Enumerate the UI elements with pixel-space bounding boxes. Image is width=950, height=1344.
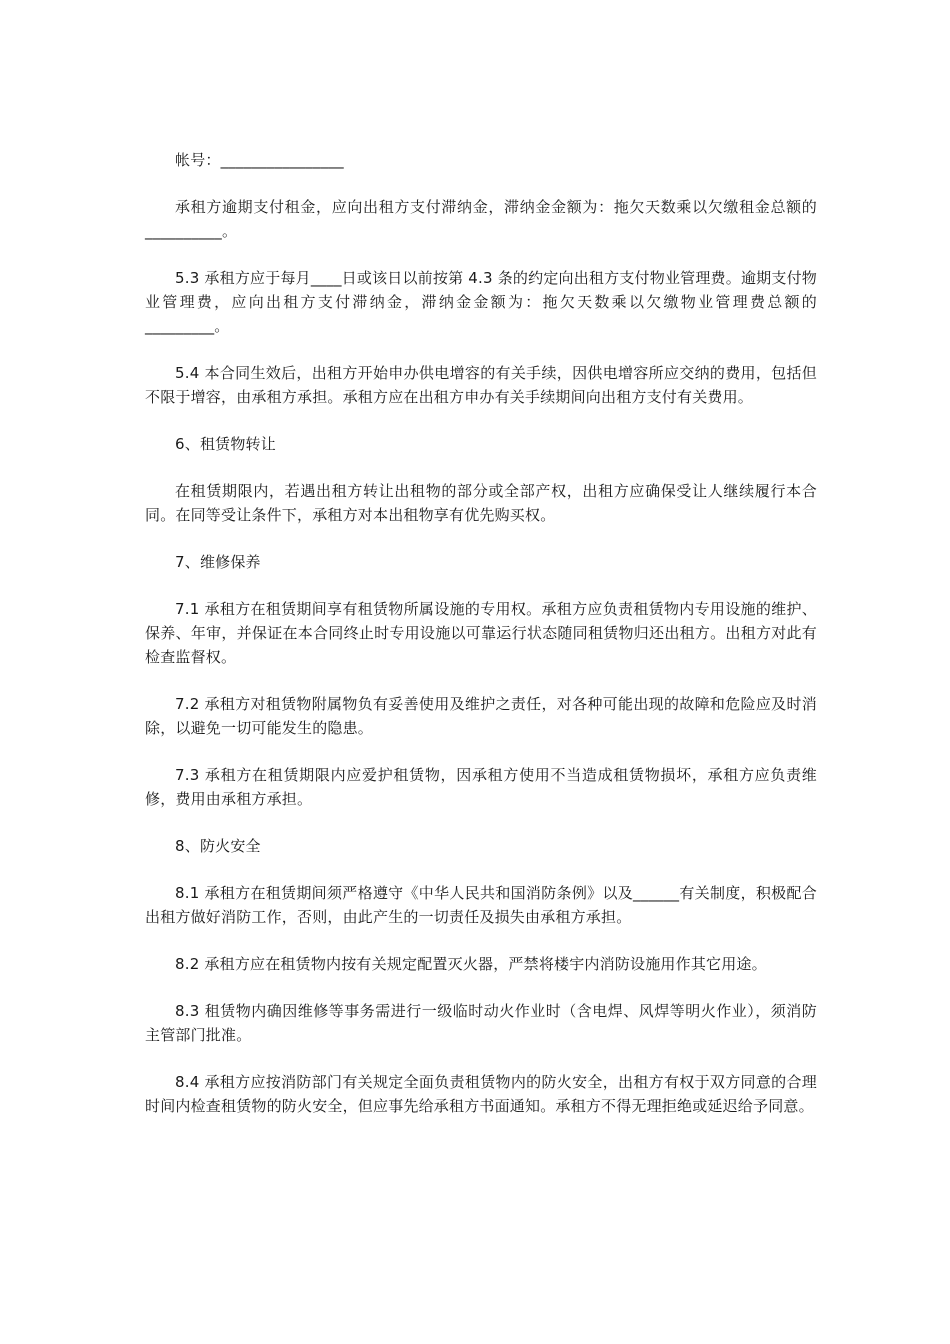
clause-8-4: 8.4 承租方应按消防部门有关规定全面负责租赁物内的防火安全，出租方有权于双方同意的合理时间内检查租赁物的防火安全，但应事先给承租方书面通知。承租方不得无理拒绝或延迟给予同意。 <box>145 1073 817 1115</box>
section-7-heading: 7、维修保养 <box>175 553 261 571</box>
clause-7-3: 7.3 承租方在租赁期限内应爱护租赁物，因承租方使用不当造成租赁物损坏，承租方应负责维修，费用由承租方承担。 <box>145 766 817 808</box>
clause-5-4: 5.4 本合同生效后，出租方开始申办供电增容的有关手续，因供电增容所应交纳的费用，包括但不限于增容，由承租方承担。承租方应在出租方申办有关手续期间向出租方支付有关费用。 <box>145 364 817 406</box>
late-rent-penalty-paragraph: 承租方逾期支付租金，应向出租方支付滞纳金，滞纳金金额为：拖欠天数乘以欠缴租金总额的__________。 <box>145 198 817 240</box>
clause-7-2: 7.2 承租方对租赁物附属物负有妥善使用及维护之责任，对各种可能出现的故障和危险应及时消除，以避免一切可能发生的隐患。 <box>145 695 817 737</box>
clause-7-1: 7.1 承租方在租赁期间享有租赁物所属设施的专用权。承租方应负责租赁物内专用设施的维护、保养、年审，并保证在本合同终止时专用设施以可靠运行状态随同租赁物归还出租方。出租方对此有检查监督权。 <box>145 600 817 666</box>
clause-8-1: 8.1 承租方在租赁期间须严格遵守《中华人民共和国消防条例》以及______有关制度，积极配合出租方做好消防工作，否则，由此产生的一切责任及损失由承租方承担。 <box>145 884 817 926</box>
document-page <box>145 148 817 1141</box>
section-6-paragraph: 在租赁期限内，若遇出租方转让出租物的部分或全部产权，出租方应确保受让人继续履行本合同。在同等受让条件下，承租方对本出租物享有优先购买权。 <box>145 482 817 524</box>
clause-8-3: 8.3 租赁物内确因维修等事务需进行一级临时动火作业时（含电焊、风焊等明火作业），须消防主管部门批准。 <box>145 1002 817 1044</box>
clause-5-3: 5.3 承租方应于每月____日或该日以前按第 4.3 条的约定向出租方支付物业管理费。逾期支付物业管理费，应向出租方支付滞纳金，滞纳金金额为：拖欠天数乘以欠缴物业管理费总额的_________。 <box>145 269 817 335</box>
clause-8-2: 8.2 承租方应在租赁物内按有关规定配置灭火器，严禁将楼宇内消防设施用作其它用途。 <box>175 955 767 973</box>
section-8-heading: 8、防火安全 <box>175 837 261 855</box>
section-6-heading: 6、租赁物转让 <box>175 435 276 453</box>
account-number-line: 帐号：________________ <box>175 151 344 169</box>
